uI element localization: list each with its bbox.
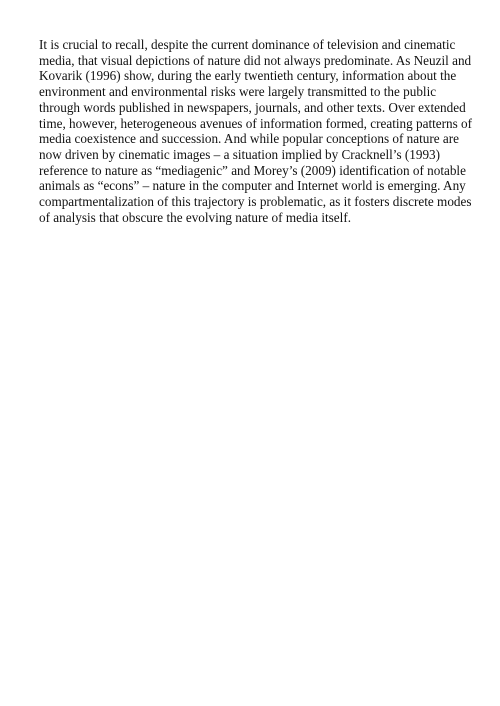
paragraph-line: time, however, heterogeneous avenues of information formed, creating patterns of <box>39 115 473 131</box>
paragraph-line: animals as “econs” – nature in the computer and Internet world is emerging. Any <box>39 178 466 194</box>
paragraph-line: now driven by cinematic images – a situation implied by Cracknell’s (1993) <box>39 146 441 162</box>
paragraph-line: compartmentalization of this trajectory is problematic, as it fosters discrete modes <box>39 194 472 210</box>
paragraph-line: reference to nature as “mediagenic” and Morey’s (2009) identification of notable <box>39 162 466 178</box>
paragraph-line: media coexistence and succession. And while popular conceptions of nature are <box>39 131 460 147</box>
paragraph-line: environment and environmental risks were largely transmitted to the public <box>39 84 437 100</box>
paragraph-line: of analysis that obscure the evolving nature of media itself. <box>39 209 352 225</box>
body-paragraph <box>39 37 473 225</box>
paragraph-line: media, that visual depictions of nature did not always predominate. As Neuzil and <box>39 52 472 68</box>
paragraph-line: Kovarik (1996) show, during the early twentieth century, information about the <box>39 68 457 84</box>
paragraph-line: through words published in newspapers, journals, and other texts. Over extended <box>39 99 466 115</box>
paragraph-line: It is crucial to recall, despite the current dominance of television and cinematic <box>39 37 456 52</box>
